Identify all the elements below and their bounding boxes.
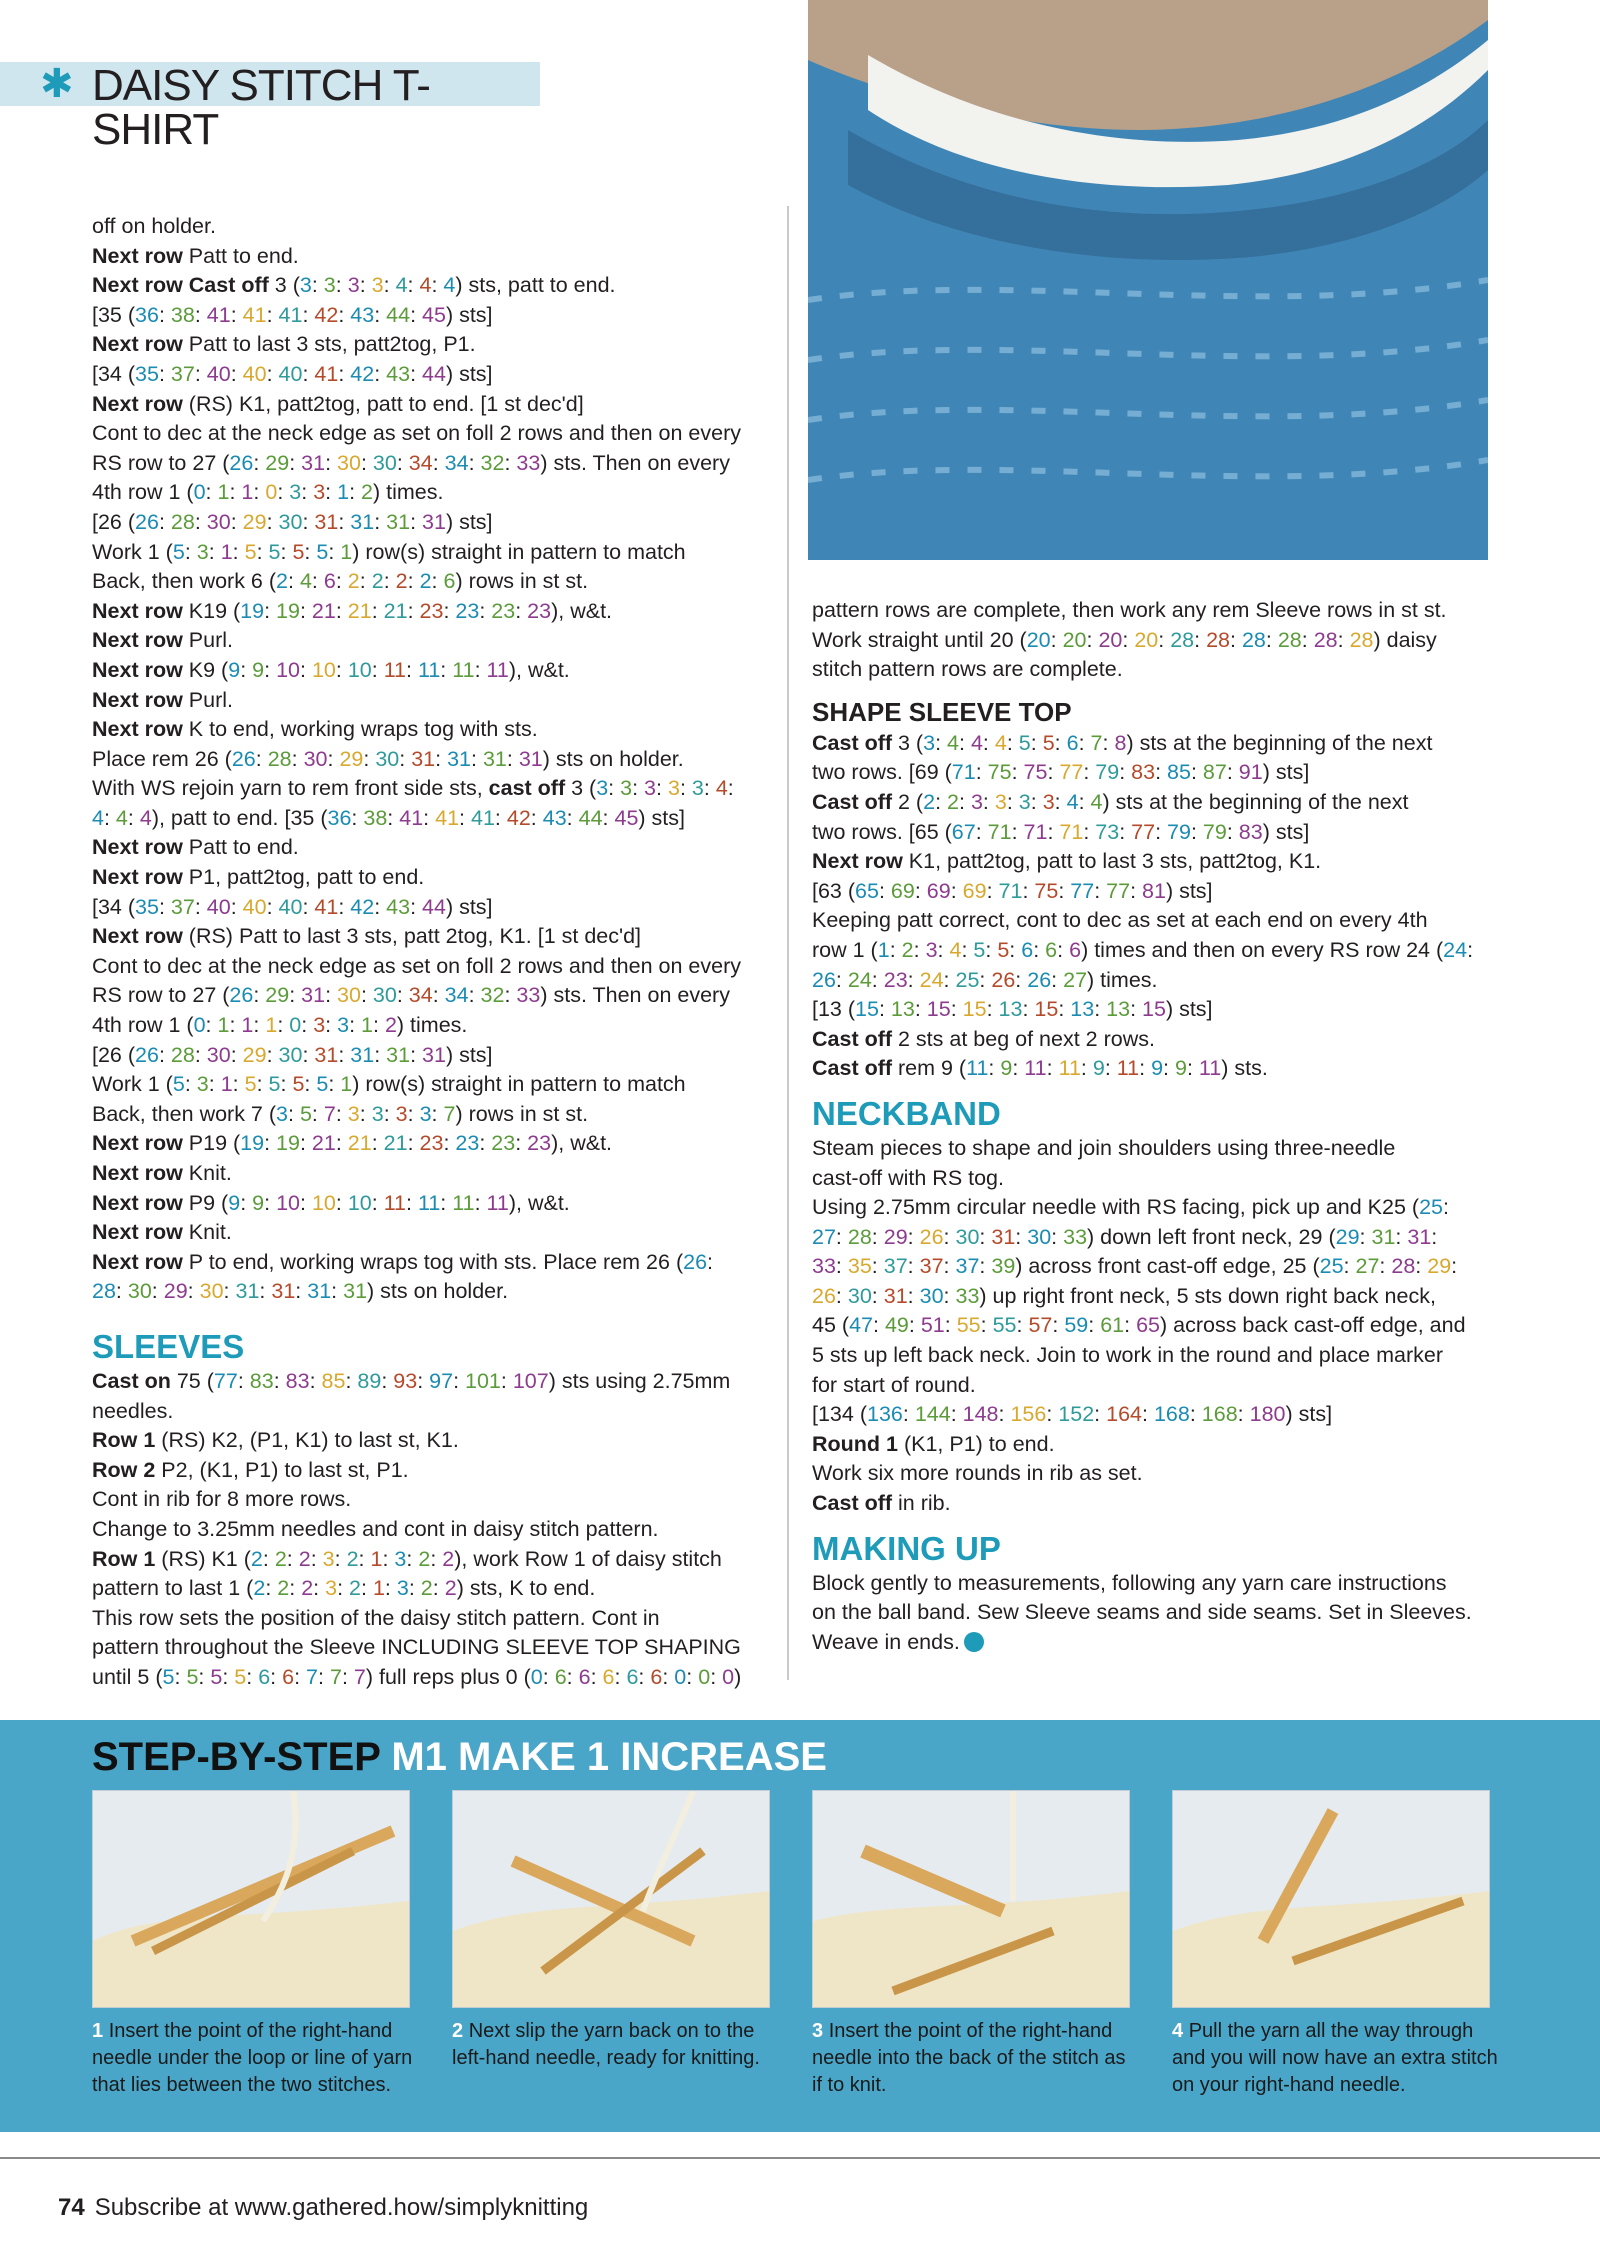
yarn-ball-end-icon — [964, 1632, 984, 1652]
step-4-number: 4 — [1172, 2020, 1184, 2042]
step-2-number: 2 — [452, 2020, 464, 2042]
instruction-line: Next row P19 (19: 19: 21: 21: 21: 23: 23: 23: 23), w&t. — [92, 1131, 613, 1156]
instruction-line: Next row P9 (9: 9: 10: 10: 10: 11: 11: 11: 11), w&t. — [92, 1190, 570, 1215]
instruction-line: 45 (47: 49: 51: 55: 55: 57: 59: 61: 65) across back cast-off edge, and — [812, 1313, 1466, 1338]
neckband-heading: NECKBAND — [812, 1094, 1001, 1132]
step-4-photo — [1172, 1790, 1490, 2008]
instruction-line: Next row Patt to end. — [92, 835, 299, 860]
instruction-line: pattern throughout the Sleeve INCLUDING SLEEVE TOP SHAPING — [92, 1635, 741, 1660]
instruction-line: [34 (35: 37: 40: 40: 40: 41: 42: 43: 44) sts] — [92, 361, 493, 386]
instruction-line: 4: 4: 4), patt to end. [35 (36: 38: 41: 41: 41: 42: 43: 44: 45) sts] — [92, 805, 686, 830]
instruction-line: pattern rows are complete, then work any rem Sleeve rows in st st. — [812, 598, 1447, 622]
step-4-text: Pull the yarn all the way through and you will now have an extra stitch on your right-hand needle. — [1172, 2020, 1498, 2096]
instruction-line: With WS rejoin yarn to rem front side sts, cast off 3 (3: 3: 3: 3: 3: 4: — [92, 776, 734, 801]
step-3-photo — [812, 1790, 1130, 2008]
instruction-line: until 5 (5: 5: 5: 5: 6: 6: 7: 7: 7) full reps plus 0 (0: 6: 6: 6: 6: 6: 0: 0: 0) — [92, 1664, 742, 1689]
step-3-text: Insert the point of the right-hand needle into the back of the stitch as if to knit. — [812, 2020, 1126, 2096]
subscribe-link[interactable]: Subscribe at www.gathered.how/simplyknitting — [94, 2194, 589, 2221]
making-up-instructions — [812, 1569, 1502, 1658]
instruction-line: pattern to last 1 (2: 2: 2: 3: 2: 1: 3: 2: 2) sts, K to end. — [92, 1576, 596, 1601]
instruction-line: Round 1 (K1, P1) to end. — [812, 1431, 1055, 1456]
instruction-line: Cont to dec at the neck edge as set on foll 2 rows and then on every — [92, 953, 741, 978]
instruction-line: Next row Purl. — [92, 687, 233, 712]
instruction-line: needles. — [92, 1398, 174, 1423]
step-1-caption — [92, 2018, 418, 2099]
shape-sleeve-top-heading: SHAPE SLEEVE TOP — [812, 696, 1072, 727]
instruction-line: Cast off rem 9 (11: 9: 11: 11: 9: 11: 9: 9: 11) sts. — [812, 1056, 1268, 1081]
instruction-line: 4th row 1 (0: 1: 1: 1: 0: 3: 3: 1: 2) times. — [92, 1013, 468, 1038]
instruction-line: Keeping patt correct, cont to dec as set at each end on every 4th — [812, 908, 1428, 933]
instruction-line: Next row Knit. — [92, 1161, 232, 1185]
instruction-line: Next row P to end, working wraps tog with sts. Place rem 26 (26: — [92, 1249, 714, 1274]
neckband-instructions — [812, 1134, 1502, 1519]
sleeves-heading: SLEEVES — [92, 1327, 245, 1365]
instruction-line: 26: 30: 31: 30: 33) up right front neck, 5 sts down right back neck, — [812, 1283, 1436, 1308]
step-3-number: 3 — [812, 2020, 824, 2042]
instruction-line: for start of round. — [812, 1372, 976, 1397]
instruction-line: Cast off 3 (3: 4: 4: 4: 5: 5: 6: 7: 8) sts at the beginning of the next — [812, 730, 1433, 755]
instruction-line: Cast off 2 (2: 2: 3: 3: 3: 3: 4: 4) sts at the beginning of the next — [812, 789, 1409, 814]
sweater-photo — [808, 0, 1488, 560]
right-column — [812, 596, 1502, 1657]
title-banner — [0, 61, 540, 154]
instruction-line: 33: 35: 37: 37: 37: 39) across front cast-off edge, 25 (25: 27: 28: 29: — [812, 1254, 1458, 1279]
footer — [58, 2193, 588, 2223]
instruction-line: off on holder. — [92, 214, 216, 238]
asterisk-flower-icon: ✱ — [40, 62, 74, 106]
instruction-line: Next row Cast off 3 (3: 3: 3: 3: 4: 4: 4) sts, patt to end. — [92, 273, 616, 298]
instruction-line: row 1 (1: 2: 3: 4: 5: 5: 6: 6: 6) times and then on every RS row 24 (24: — [812, 937, 1474, 962]
step-2-text: Next slip the yarn back on to the left-hand needle, ready for knitting. — [452, 2020, 760, 2069]
instruction-line: stitch pattern rows are complete. — [812, 657, 1123, 682]
instruction-line: Next row P1, patt2tog, patt to end. — [92, 865, 425, 890]
instruction-line: [134 (136: 144: 148: 156: 152: 164: 168: 168: 180) sts] — [812, 1402, 1333, 1427]
instruction-line: Next row Patt to last 3 sts, patt2tog, P1. — [92, 332, 476, 357]
instruction-line: [26 (26: 28: 30: 29: 30: 31: 31: 31: 31) sts] — [92, 509, 493, 534]
step-1-photo — [92, 1790, 410, 2008]
step-2-caption — [452, 2018, 778, 2072]
instruction-line: two rows. [65 (67: 71: 71: 71: 73: 77: 79: 79: 83) sts] — [812, 819, 1310, 844]
instruction-line: [13 (15: 13: 15: 15: 13: 15: 13: 13: 15) sts] — [812, 997, 1213, 1022]
instruction-line: Steam pieces to shape and join shoulders using three-needle — [812, 1135, 1396, 1160]
instruction-line: Work six more rounds in rib as set. — [812, 1461, 1143, 1486]
instruction-line: Row 2 P2, (K1, P1) to last st, P1. — [92, 1457, 409, 1482]
instruction-line: Work 1 (5: 3: 1: 5: 5: 5: 5: 1) row(s) straight in pattern to match — [92, 1072, 686, 1097]
instruction-line: Using 2.75mm circular needle with RS facing, pick up and K25 (25: — [812, 1195, 1449, 1220]
step-2-photo — [452, 1790, 770, 2008]
instruction-line: Row 1 (RS) K1 (2: 2: 2: 3: 2: 1: 3: 2: 2), work Row 1 of daisy stitch — [92, 1546, 722, 1571]
front-neck-instructions — [92, 212, 782, 1307]
instruction-line: Work 1 (5: 3: 1: 5: 5: 5: 5: 1) row(s) straight in pattern to match — [92, 539, 686, 564]
instruction-line: on the ball band. Sew Sleeve seams and side seams. Set in Sleeves. — [812, 1600, 1472, 1625]
instruction-line: [63 (65: 69: 69: 69: 71: 75: 77: 77: 81) sts] — [812, 878, 1213, 903]
page-title: DAISY STITCH T-SHIRT — [92, 61, 430, 154]
page-number: 74 — [58, 2194, 85, 2221]
instruction-line: Next row Purl. — [92, 628, 233, 653]
shape-sleeve-top-instructions — [812, 729, 1502, 1084]
instruction-line: Weave in ends. — [812, 1628, 1502, 1658]
sleeve-continued-instructions — [812, 596, 1502, 685]
instruction-line: Next row (RS) K1, patt2tog, patt to end. [1 st dec'd] — [92, 391, 584, 416]
instruction-line: This row sets the position of the daisy stitch pattern. Cont in — [92, 1605, 660, 1630]
instruction-line: Next row K9 (9: 9: 10: 10: 10: 11: 11: 11: 11), w&t. — [92, 657, 570, 682]
instruction-line: Work straight until 20 (20: 20: 20: 20: 28: 28: 28: 28: 28: 28) daisy — [812, 627, 1437, 652]
step-4-caption — [1172, 2018, 1498, 2099]
instruction-line: cast-off with RS tog. — [812, 1165, 1004, 1190]
instruction-line: Next row Patt to end. — [92, 243, 299, 268]
instruction-line: Block gently to measurements, following any yarn care instructions — [812, 1570, 1447, 1595]
instruction-line: [35 (36: 38: 41: 41: 41: 42: 43: 44: 45) sts] — [92, 302, 493, 327]
instruction-line: Next row K1, patt2tog, patt to last 3 sts, patt2tog, K1. — [812, 849, 1322, 874]
step-3-caption — [812, 2018, 1138, 2099]
instruction-line: Cont in rib for 8 more rows. — [92, 1487, 352, 1512]
instruction-line: Cast off in rib. — [812, 1491, 951, 1516]
instruction-line: RS row to 27 (26: 29: 31: 30: 30: 34: 34: 32: 33) sts. Then on every — [92, 983, 730, 1008]
instruction-line: Cont to dec at the neck edge as set on foll 2 rows and then on every — [92, 421, 741, 446]
instruction-line: Next row K19 (19: 19: 21: 21: 21: 23: 23: 23: 23), w&t. — [92, 598, 613, 623]
instruction-line: Back, then work 7 (3: 5: 7: 3: 3: 3: 3: 7) rows in st st. — [92, 1101, 589, 1126]
instruction-line: 27: 28: 29: 26: 30: 31: 30: 33) down left front neck, 29 (29: 31: 31: — [812, 1224, 1438, 1249]
making-up-heading: MAKING UP — [812, 1529, 1001, 1567]
instruction-line: two rows. [69 (71: 75: 75: 77: 79: 83: 85: 87: 91) sts] — [812, 760, 1310, 785]
instruction-line: 5 sts up left back neck. Join to work in the round and place marker — [812, 1343, 1443, 1368]
step-1-number: 1 — [92, 2020, 104, 2042]
instruction-line: Next row Knit. — [92, 1220, 232, 1245]
instruction-line: Row 1 (RS) K2, (P1, K1) to last st, K1. — [92, 1428, 459, 1453]
sleeves-instructions — [92, 1367, 782, 1693]
instruction-line: Change to 3.25mm needles and cont in daisy stitch pattern. — [92, 1516, 659, 1541]
instruction-line: Place rem 26 (26: 28: 30: 29: 30: 31: 31: 31: 31) sts on holder. — [92, 746, 684, 771]
instruction-line: Next row (RS) Patt to last 3 sts, patt 2tog, K1. [1 st dec'd] — [92, 924, 642, 949]
instruction-line: Back, then work 6 (2: 4: 6: 2: 2: 2: 2: 6) rows in st st. — [92, 569, 589, 594]
instruction-line: [26 (26: 28: 30: 29: 30: 31: 31: 31: 31) sts] — [92, 1042, 493, 1067]
instruction-line: RS row to 27 (26: 29: 31: 30: 30: 34: 34: 32: 33) sts. Then on every — [92, 450, 730, 475]
instruction-line: 4th row 1 (0: 1: 1: 0: 3: 3: 1: 2) times. — [92, 480, 444, 505]
instruction-line: Next row K to end, working wraps tog with sts. — [92, 717, 538, 742]
column-divider — [787, 206, 789, 1680]
instruction-line: Cast on 75 (77: 83: 83: 85: 89: 93: 97: 101: 107) sts using 2.75mm — [92, 1368, 731, 1393]
instruction-line: [34 (35: 37: 40: 40: 40: 41: 42: 43: 44) sts] — [92, 894, 493, 919]
instruction-line: Cast off 2 sts at beg of next 2 rows. — [812, 1026, 1155, 1051]
footer-rule — [0, 2157, 1600, 2159]
m1-title: M1 MAKE 1 INCREASE — [391, 1735, 827, 1779]
step-by-step-title — [92, 1734, 827, 1780]
instruction-line: 28: 30: 29: 30: 31: 31: 31: 31) sts on holder. — [92, 1279, 509, 1304]
instruction-line: 26: 24: 23: 24: 25: 26: 26: 27) times. — [812, 967, 1158, 992]
left-column — [92, 212, 782, 1693]
step-1-text: Insert the point of the right-hand needle under the loop or line of yarn that lies between the two stitches. — [92, 2020, 413, 2096]
step-by-step-label: STEP-BY-STEP — [92, 1735, 381, 1779]
